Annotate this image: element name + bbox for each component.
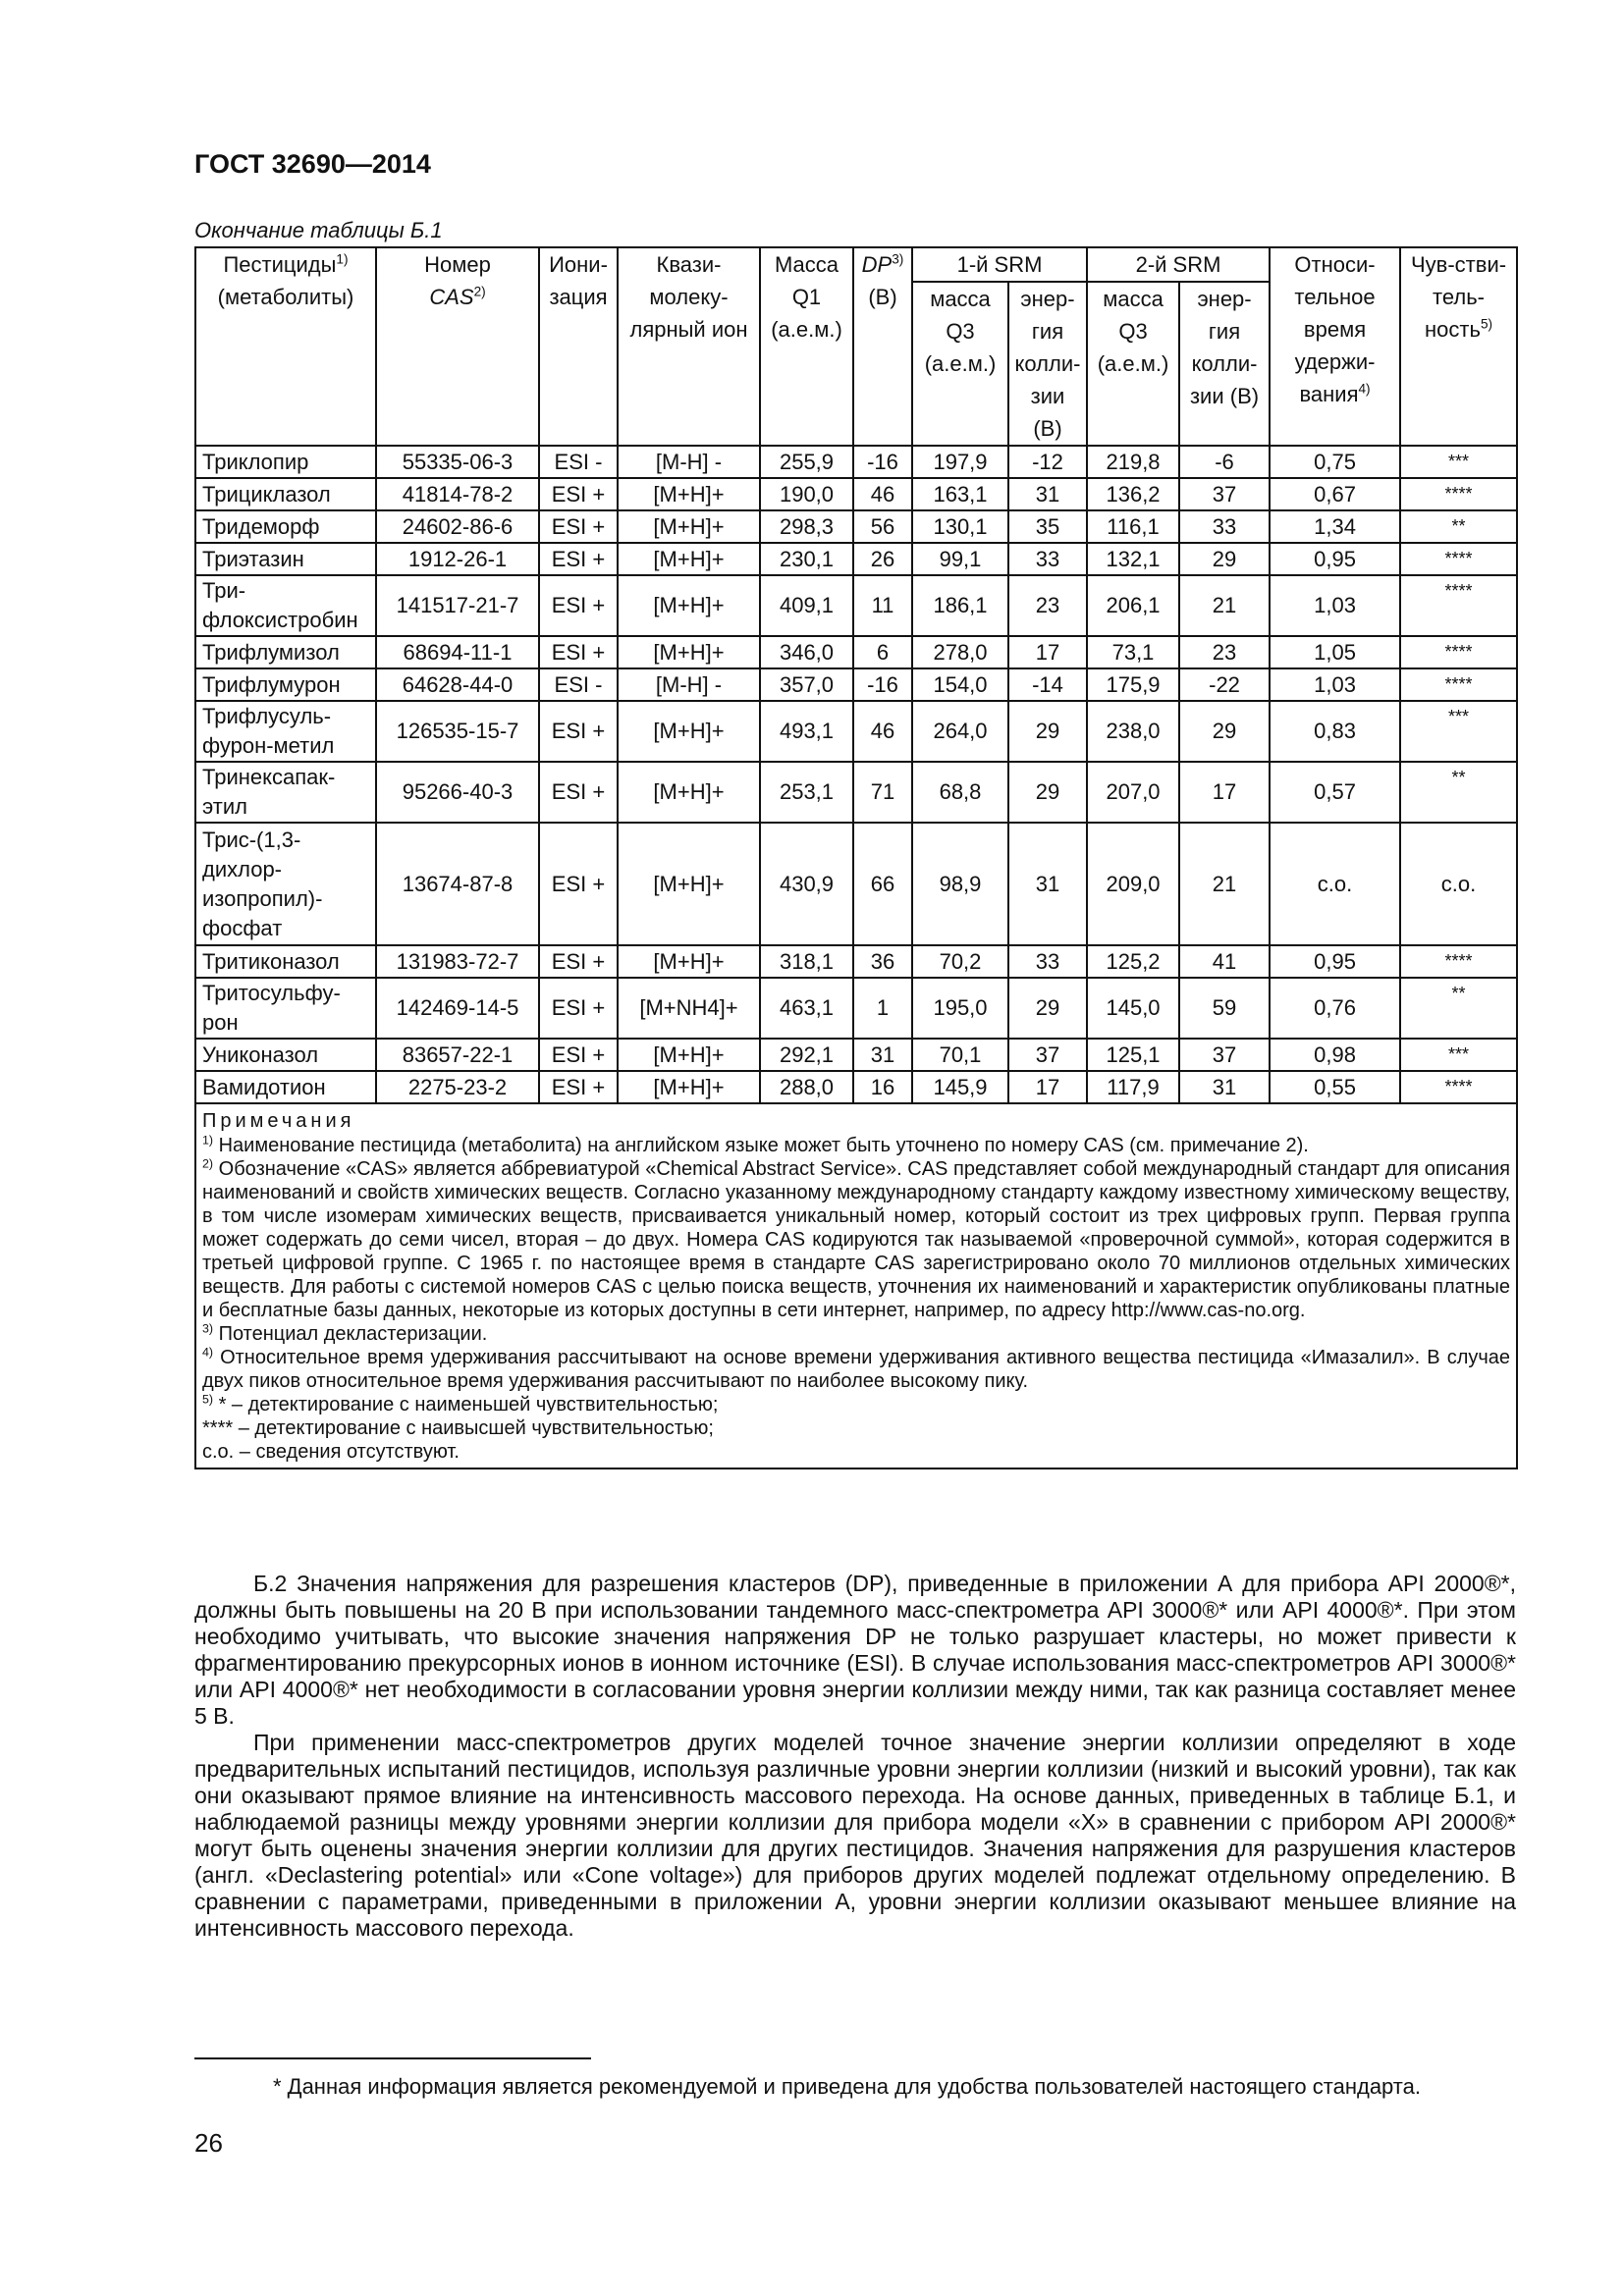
cell-mass-q1: 357,0 xyxy=(760,668,853,701)
cell-cas: 68694-11-1 xyxy=(376,636,539,668)
cell-dp: 11 xyxy=(853,575,912,636)
cell-srm1-energy: 35 xyxy=(1008,510,1087,543)
header-cas-number: Номер CAS$^{2)}$ xyxy=(376,247,539,446)
table-caption: Окончание таблицы Б.1 xyxy=(194,218,443,242)
cell-sensitivity: ** xyxy=(1400,978,1517,1039)
notes-title: Примечания xyxy=(202,1110,355,1132)
table-row xyxy=(195,1039,1517,1071)
pesticide-table xyxy=(194,246,1518,1469)
cell-srm2-mass: 238,0 xyxy=(1087,701,1179,762)
cell-srm2-energy: -6 xyxy=(1179,446,1270,478)
cell-dp: 26 xyxy=(853,543,912,575)
cell-mass-q1: 255,9 xyxy=(760,446,853,478)
footnote-rule xyxy=(194,2057,591,2059)
cell-srm1-energy: -14 xyxy=(1008,668,1087,701)
cell-retention: 0,55 xyxy=(1270,1071,1400,1103)
cell-name: Тритиконазол xyxy=(195,945,376,978)
cell-name: Трис-(1,3-дихлор-изопропил)-фосфат xyxy=(195,823,376,945)
notes-row xyxy=(195,1103,1517,1468)
cell-cas: 1912-26-1 xyxy=(376,543,539,575)
cell-ionization: ESI - xyxy=(539,668,618,701)
cell-srm2-mass: 73,1 xyxy=(1087,636,1179,668)
cell-retention: 0,95 xyxy=(1270,543,1400,575)
cell-cas: 83657-22-1 xyxy=(376,1039,539,1071)
cell-dp: 66 xyxy=(853,823,912,945)
cell-retention: 0,95 xyxy=(1270,945,1400,978)
note-1: $^{1)}$ Наименование пестицида (метаболита) на английском языке может быть уточнено по номеру CAS (см. примечание 2). xyxy=(202,1133,1309,1156)
cell-srm2-energy: 59 xyxy=(1179,978,1270,1039)
header-srm2-energy: энер-гия колли-зии (В) xyxy=(1179,282,1270,446)
cell-mass-q1: 409,1 xyxy=(760,575,853,636)
body-text xyxy=(194,1571,1516,1942)
cell-srm2-energy: 17 xyxy=(1179,762,1270,823)
cell-sensitivity: с.о. xyxy=(1400,823,1517,945)
cell-retention: 0,75 xyxy=(1270,446,1400,478)
table-row xyxy=(195,701,1517,762)
cell-ionization: ESI + xyxy=(539,978,618,1039)
cell-dp: 46 xyxy=(853,701,912,762)
cell-retention: 0,57 xyxy=(1270,762,1400,823)
cell-srm1-mass: 99,1 xyxy=(912,543,1008,575)
cell-cas: 142469-14-5 xyxy=(376,978,539,1039)
cell-ionization: ESI + xyxy=(539,762,618,823)
header-srm1-mass: масса Q3 (а.е.м.) xyxy=(912,282,1008,446)
cell-quasi-ion: [M+H]+ xyxy=(618,510,760,543)
table-row xyxy=(195,668,1517,701)
cell-mass-q1: 190,0 xyxy=(760,478,853,510)
cell-ionization: ESI - xyxy=(539,446,618,478)
page-number: 26 xyxy=(194,2128,223,2158)
cell-dp: 36 xyxy=(853,945,912,978)
cell-srm1-energy: 37 xyxy=(1008,1039,1087,1071)
table-row xyxy=(195,762,1517,823)
cell-sensitivity: **** xyxy=(1400,636,1517,668)
note-5: $^{5)}$ * – детектирование с наименьшей чувствительностью; xyxy=(202,1392,719,1415)
cell-mass-q1: 346,0 xyxy=(760,636,853,668)
cell-srm1-energy: 29 xyxy=(1008,762,1087,823)
table-row xyxy=(195,575,1517,636)
cell-dp: 16 xyxy=(853,1071,912,1103)
cell-quasi-ion: [M-H] - xyxy=(618,668,760,701)
note-7: с.о. – сведения отсутствуют. xyxy=(202,1441,460,1463)
cell-srm2-energy: 31 xyxy=(1179,1071,1270,1103)
cell-srm2-mass: 125,1 xyxy=(1087,1039,1179,1071)
cell-ionization: ESI + xyxy=(539,701,618,762)
cell-mass-q1: 292,1 xyxy=(760,1039,853,1071)
cell-name: Трифлумурон xyxy=(195,668,376,701)
cell-retention: 1,03 xyxy=(1270,668,1400,701)
cell-srm2-energy: 41 xyxy=(1179,945,1270,978)
cell-srm1-energy: 31 xyxy=(1008,478,1087,510)
header-srm2-mass: масса Q3 (а.е.м.) xyxy=(1087,282,1179,446)
cell-srm1-mass: 163,1 xyxy=(912,478,1008,510)
cell-cas: 24602-86-6 xyxy=(376,510,539,543)
cell-srm2-energy: 37 xyxy=(1179,1039,1270,1071)
cell-dp: 6 xyxy=(853,636,912,668)
cell-srm2-mass: 116,1 xyxy=(1087,510,1179,543)
header-mass-q1: Масса Q1 (а.е.м.) xyxy=(760,247,853,446)
cell-dp: 1 xyxy=(853,978,912,1039)
cell-retention: 1,34 xyxy=(1270,510,1400,543)
cell-quasi-ion: [M+H]+ xyxy=(618,823,760,945)
cell-sensitivity: *** xyxy=(1400,701,1517,762)
cell-srm2-energy: 29 xyxy=(1179,701,1270,762)
cell-cas: 126535-15-7 xyxy=(376,701,539,762)
cell-srm2-energy: 33 xyxy=(1179,510,1270,543)
cell-quasi-ion: [M+H]+ xyxy=(618,636,760,668)
cell-cas: 95266-40-3 xyxy=(376,762,539,823)
cell-srm1-energy: 33 xyxy=(1008,945,1087,978)
cell-srm1-mass: 264,0 xyxy=(912,701,1008,762)
cell-mass-q1: 430,9 xyxy=(760,823,853,945)
cell-quasi-ion: [M+H]+ xyxy=(618,1071,760,1103)
cell-srm1-mass: 70,2 xyxy=(912,945,1008,978)
cell-mass-q1: 253,1 xyxy=(760,762,853,823)
cell-srm1-energy: 17 xyxy=(1008,1071,1087,1103)
cell-cas: 64628-44-0 xyxy=(376,668,539,701)
cell-srm2-mass: 125,2 xyxy=(1087,945,1179,978)
header-ionization: Иони-зация xyxy=(539,247,618,446)
cell-srm2-mass: 209,0 xyxy=(1087,823,1179,945)
cell-name: Трифлусуль-фурон-метил xyxy=(195,701,376,762)
header-srm2: 2-й SRM xyxy=(1087,247,1270,282)
header-srm1-energy: энер-гия колли-зии (В) xyxy=(1008,282,1087,446)
cell-name: Триклопир xyxy=(195,446,376,478)
header-dp: DP$^{3)}$ (В) xyxy=(853,247,912,446)
cell-srm2-mass: 132,1 xyxy=(1087,543,1179,575)
document-code: ГОСТ 32690—2014 xyxy=(194,149,431,179)
cell-ionization: ESI + xyxy=(539,478,618,510)
cell-srm2-mass: 175,9 xyxy=(1087,668,1179,701)
cell-srm2-mass: 117,9 xyxy=(1087,1071,1179,1103)
table-body xyxy=(195,446,1517,1103)
cell-sensitivity: *** xyxy=(1400,446,1517,478)
table-header-row-1 xyxy=(195,247,1517,282)
cell-name: Трифлумизол xyxy=(195,636,376,668)
cell-sensitivity: **** xyxy=(1400,1071,1517,1103)
cell-ionization: ESI + xyxy=(539,575,618,636)
cell-quasi-ion: [M+H]+ xyxy=(618,701,760,762)
header-sensitivity: Чув-стви-тель-ность$^{5)}$ xyxy=(1400,247,1517,446)
cell-ionization: ESI + xyxy=(539,1071,618,1103)
paragraph-b2: Б.2 Значения напряжения для разрешения кластеров (DP), приведенные в приложении А для прибора API 2000®*, должны быть повышены на 20 В при использовании тандемного масс-спектрометра API 3000®* или API 4000®*. При этом необходимо учитывать, что высокие значения напряжения DP не только разрушает кластеры, но может привести к фрагментированию прекурсорных ионов в ионном источнике (ESI). В случае использования масс-спектрометров API 3000®* или API 4000®* нет необходимости в согласовании уровня энергии коллизии между ними, так как разница составляет менее 5 В. xyxy=(194,1571,1516,1729)
cell-name: Трициклазол xyxy=(195,478,376,510)
cell-retention: 1,03 xyxy=(1270,575,1400,636)
cell-srm1-mass: 145,9 xyxy=(912,1071,1008,1103)
cell-srm1-mass: 278,0 xyxy=(912,636,1008,668)
cell-ionization: ESI + xyxy=(539,945,618,978)
table-row xyxy=(195,1071,1517,1103)
cell-sensitivity: **** xyxy=(1400,478,1517,510)
cell-mass-q1: 298,3 xyxy=(760,510,853,543)
cell-srm1-energy: 29 xyxy=(1008,701,1087,762)
cell-quasi-ion: [M+H]+ xyxy=(618,945,760,978)
cell-srm2-mass: 207,0 xyxy=(1087,762,1179,823)
cell-dp: 56 xyxy=(853,510,912,543)
cell-quasi-ion: [M+H]+ xyxy=(618,575,760,636)
footnote: * Данная информация является рекомендуемой и приведена для удобства пользователей настоящего стандарта. xyxy=(273,2074,1421,2099)
cell-srm2-energy: 21 xyxy=(1179,575,1270,636)
cell-quasi-ion: [M+H]+ xyxy=(618,478,760,510)
cell-ionization: ESI + xyxy=(539,636,618,668)
table-row xyxy=(195,636,1517,668)
cell-mass-q1: 493,1 xyxy=(760,701,853,762)
cell-name: Три-флоксистробин xyxy=(195,575,376,636)
cell-srm2-energy: 29 xyxy=(1179,543,1270,575)
cell-srm1-mass: 98,9 xyxy=(912,823,1008,945)
header-retention: Относи-тельное время удержи-вания$^{4)}$ xyxy=(1270,247,1400,446)
note-2: $^{2)}$ Обозначение «CAS» является аббревиатурой «Chemical Abstract Service». CAS представляет собой международный стандарт для описания наименований и свойств химических веществ. Согласно указанному международному стандарту каждому известному химическому веществу, в том числе изомерам химических веществ, присваивается уникальный номер, который состоит из трех цифровых групп. Первая группа может содержать до семи чисел, вторая – до двух. Номера CAS кодируются так называемой «проверочной суммой», которая содержится в третьей цифровой группе. С 1965 г. по настоящее время в стандарте CAS зарегистрировано около 70 миллионов отдельных химических веществ. Для работы с системой номеров CAS с целью поиска веществ, уточнения их наименований и характеристик опубликованы платные и бесплатные базы данных, некоторые из которых доступны в сети интернет, например, по адресу http://www.cas-no.org. xyxy=(202,1156,1511,1321)
note-4: $^{4)}$ Относительное время удерживания рассчитывают на основе времени удерживания активного вещества пестицида «Имазалил». В случае двух пиков относительное время удерживания рассчитывают по наиболее высокому пику. xyxy=(202,1345,1511,1392)
cell-name: Триэтазин xyxy=(195,543,376,575)
cell-quasi-ion: [M+H]+ xyxy=(618,1039,760,1071)
cell-cas: 41814-78-2 xyxy=(376,478,539,510)
cell-srm1-mass: 197,9 xyxy=(912,446,1008,478)
cell-retention: 0,83 xyxy=(1270,701,1400,762)
cell-srm1-energy: 29 xyxy=(1008,978,1087,1039)
cell-retention: 0,98 xyxy=(1270,1039,1400,1071)
cell-dp: -16 xyxy=(853,446,912,478)
cell-srm1-energy: -12 xyxy=(1008,446,1087,478)
cell-name: Тридеморф xyxy=(195,510,376,543)
cell-srm2-mass: 136,2 xyxy=(1087,478,1179,510)
cell-mass-q1: 288,0 xyxy=(760,1071,853,1103)
table-row xyxy=(195,945,1517,978)
cell-srm1-energy: 17 xyxy=(1008,636,1087,668)
header-quasi-ion: Квази-молеку-лярный ион xyxy=(618,247,760,446)
cell-srm1-mass: 70,1 xyxy=(912,1039,1008,1071)
cell-cas: 131983-72-7 xyxy=(376,945,539,978)
note-6: **** – детектирование с наивысшей чувствительностью; xyxy=(202,1417,714,1439)
cell-srm1-energy: 33 xyxy=(1008,543,1087,575)
cell-name: Вамидотион xyxy=(195,1071,376,1103)
cell-srm1-mass: 68,8 xyxy=(912,762,1008,823)
cell-retention: 1,05 xyxy=(1270,636,1400,668)
cell-cas: 141517-21-7 xyxy=(376,575,539,636)
table-row xyxy=(195,543,1517,575)
header-pesticides: Пестициды$^{1)}$ (метаболиты) xyxy=(195,247,376,446)
cell-srm1-mass: 195,0 xyxy=(912,978,1008,1039)
cell-quasi-ion: [M-H] - xyxy=(618,446,760,478)
cell-name: Тритосульфу-рон xyxy=(195,978,376,1039)
cell-srm1-mass: 154,0 xyxy=(912,668,1008,701)
table-notes xyxy=(195,1103,1517,1468)
cell-cas: 2275-23-2 xyxy=(376,1071,539,1103)
cell-srm1-mass: 130,1 xyxy=(912,510,1008,543)
cell-ionization: ESI + xyxy=(539,823,618,945)
cell-srm1-energy: 31 xyxy=(1008,823,1087,945)
table-row xyxy=(195,510,1517,543)
cell-retention: 0,76 xyxy=(1270,978,1400,1039)
cell-sensitivity: ** xyxy=(1400,762,1517,823)
cell-ionization: ESI + xyxy=(539,510,618,543)
cell-name: Униконазол xyxy=(195,1039,376,1071)
cell-srm2-energy: 23 xyxy=(1179,636,1270,668)
table-row xyxy=(195,478,1517,510)
cell-srm1-energy: 23 xyxy=(1008,575,1087,636)
cell-srm2-mass: 206,1 xyxy=(1087,575,1179,636)
cell-dp: 71 xyxy=(853,762,912,823)
cell-sensitivity: ** xyxy=(1400,510,1517,543)
cell-dp: 31 xyxy=(853,1039,912,1071)
cell-dp: 46 xyxy=(853,478,912,510)
cell-dp: -16 xyxy=(853,668,912,701)
table-row xyxy=(195,978,1517,1039)
cell-srm2-energy: 21 xyxy=(1179,823,1270,945)
paragraph-other-models: При применении масс-спектрометров других моделей точное значение энергии коллизии определяют в ходе предварительных испытаний пестицидов, используя различные уровни энергии коллизии (низкий и высокий уровни), так как они оказывают прямое влияние на интенсивность массового перехода. На основе данных, приведенных в таблице Б.1, и наблюдаемой разницы между уровнями энергии коллизии для прибора модели «X» в сравнении с прибором API 2000®* могут быть оценены значения энергии коллизии для других пестицидов. Значения напряжения для разрушения кластеров (англ. «Declastering potential» или «Cone voltage») для приборов других моделей подлежат отдельному определению. В сравнении с параметрами, приведенными в приложении А, уровни энергии коллизии оказывают меньшее влияние на интенсивность массового перехода. xyxy=(194,1730,1516,1941)
table-row xyxy=(195,823,1517,945)
cell-sensitivity: **** xyxy=(1400,575,1517,636)
cell-sensitivity: **** xyxy=(1400,945,1517,978)
cell-srm2-mass: 219,8 xyxy=(1087,446,1179,478)
cell-cas: 55335-06-3 xyxy=(376,446,539,478)
cell-srm2-energy: 37 xyxy=(1179,478,1270,510)
cell-cas: 13674-87-8 xyxy=(376,823,539,945)
cell-quasi-ion: [M+NH4]+ xyxy=(618,978,760,1039)
cell-mass-q1: 463,1 xyxy=(760,978,853,1039)
header-srm1: 1-й SRM xyxy=(912,247,1087,282)
cell-ionization: ESI + xyxy=(539,543,618,575)
cell-sensitivity: **** xyxy=(1400,668,1517,701)
cell-name: Тринексапак-этил xyxy=(195,762,376,823)
cell-quasi-ion: [M+H]+ xyxy=(618,543,760,575)
cell-quasi-ion: [M+H]+ xyxy=(618,762,760,823)
cell-retention: с.о. xyxy=(1270,823,1400,945)
cell-ionization: ESI + xyxy=(539,1039,618,1071)
cell-srm2-mass: 145,0 xyxy=(1087,978,1179,1039)
cell-mass-q1: 318,1 xyxy=(760,945,853,978)
note-3: $^{3)}$ Потенциал декластеризации. xyxy=(202,1321,488,1345)
cell-retention: 0,67 xyxy=(1270,478,1400,510)
cell-srm2-energy: -22 xyxy=(1179,668,1270,701)
cell-srm1-mass: 186,1 xyxy=(912,575,1008,636)
cell-sensitivity: **** xyxy=(1400,543,1517,575)
cell-sensitivity: *** xyxy=(1400,1039,1517,1071)
cell-mass-q1: 230,1 xyxy=(760,543,853,575)
table-row xyxy=(195,446,1517,478)
